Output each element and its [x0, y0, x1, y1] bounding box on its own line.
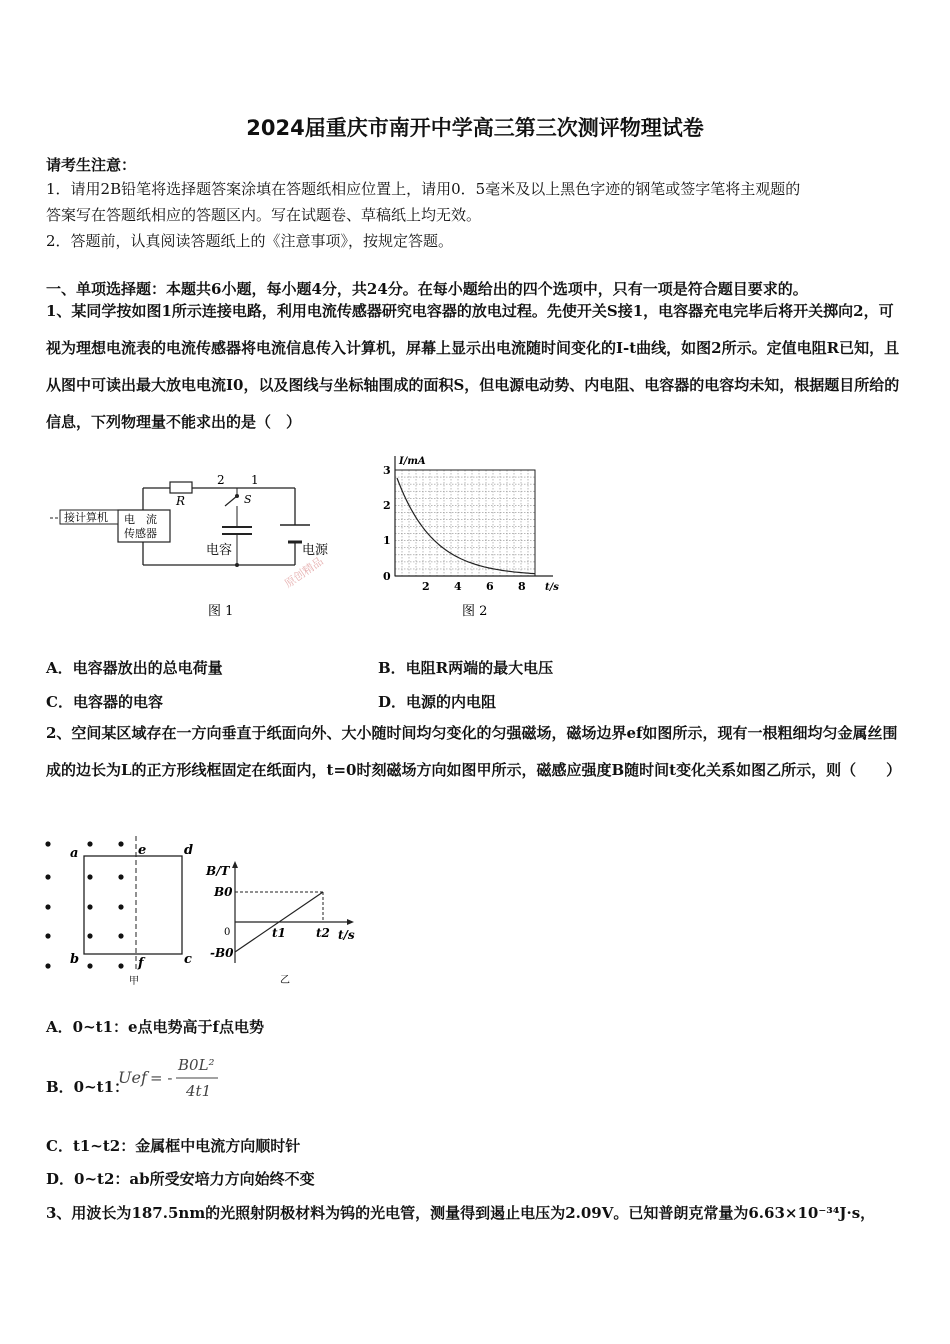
field-dot — [87, 933, 92, 938]
field-dot — [87, 874, 92, 879]
square-frame — [84, 856, 182, 954]
x-axis-label: t/s — [545, 582, 559, 593]
figure-1-caption: 图 1 — [208, 604, 234, 619]
figure-1-circuit — [40, 470, 360, 625]
notice-line-2: 2．答题前，认真阅读答题纸上的《注意事项》，按规定答题。 — [46, 232, 454, 250]
figure-yi-caption: 乙 — [280, 975, 290, 986]
switch-label: S — [244, 493, 252, 506]
x-tick-4: 4 — [454, 580, 462, 593]
q2-option-b-formula — [112, 1050, 232, 1108]
discharge-curve — [397, 478, 535, 574]
x-tick-6: 6 — [486, 580, 494, 593]
figure-2-it-graph — [375, 452, 575, 627]
label-a: a — [70, 846, 79, 861]
resistor-label: R — [176, 494, 186, 508]
bt-t2: t2 — [316, 926, 330, 940]
switch-pos-2: 2 — [217, 473, 225, 487]
field-dot — [87, 904, 92, 909]
q1-stem: 1、某同学按如图1所示连接电路，利用电流传感器研究电容器的放电过程。先使开关S接1，电容器充电完毕后将开关掷向2，可视为理想电流表的电流传感器将电流信息传入计算机，屏幕上显示出电流随时间变化的I-t曲线，如图2所示。定值电阻R已知，且从图中可读出最大放电电流I0，以及图线与坐标轴围成的面积S，但电源电动势、内电阻、电容器的电容均未知，根据题目所给的信息，下列物理量不能求出的是（ ） — [46, 302, 900, 431]
q1-option-a[interactable]: A．电容器放出的总电荷量 — [46, 659, 223, 677]
bt-b0: B0 — [214, 885, 233, 899]
q2-option-d[interactable]: D．0~t2：ab所受安培力方向始终不变 — [46, 1170, 315, 1188]
switch-pos-1: 1 — [251, 473, 259, 487]
label-d: d — [184, 843, 194, 858]
field-dot — [118, 904, 123, 909]
section-heading: 一、单项选择题：本题共6小题，每小题4分，共24分。在每小题给出的四个选项中，只有一项是符合题目要求的。 — [46, 280, 808, 298]
y-axis-label: I/mA — [399, 456, 426, 467]
q2-option-b[interactable]: B．0~t1： — [46, 1078, 130, 1096]
computer-label: 接计算机 — [64, 511, 108, 524]
field-dot — [87, 841, 92, 846]
q3-stem: 3、用波长为187.5nm的光照射阴极材料为钨的光电管，测量得到遏止电压为2.09V。已知普朗克常量为6.63×10⁻³⁴J·s， — [46, 1204, 876, 1222]
field-dot — [118, 874, 123, 879]
field-dot — [45, 963, 50, 968]
figure-2-caption: 图 2 — [462, 604, 488, 619]
label-e: e — [138, 843, 147, 858]
field-dot — [118, 933, 123, 938]
field-dot — [87, 963, 92, 968]
formula-denominator: 4t1 — [186, 1082, 212, 1100]
y-tick-3: 3 — [383, 464, 391, 477]
notice-heading: 请考生注意： — [46, 156, 137, 174]
label-b: b — [70, 952, 80, 967]
sensor-label-1: 电 流 — [124, 513, 157, 526]
field-dot — [45, 874, 50, 879]
sensor-label-2: 传感器 — [124, 527, 157, 540]
page-title: 2024届重庆市南开中学高三第三次测评物理试卷 — [246, 116, 704, 140]
figure-frame-jia — [38, 832, 208, 992]
field-dot — [45, 933, 50, 938]
y-tick-2: 2 — [383, 499, 391, 512]
x-tick-2: 2 — [422, 580, 430, 593]
capacitor-label: 电容 — [206, 543, 233, 558]
resistor-r — [170, 482, 192, 493]
bt-t1: t1 — [272, 926, 286, 940]
y-tick-0: 0 — [383, 570, 391, 583]
q1-option-c[interactable]: C．电容器的电容 — [46, 693, 163, 711]
bt-x-label: t/s — [338, 928, 355, 942]
figure-jia-caption: 甲 — [129, 976, 139, 987]
source-label: 电源 — [302, 543, 329, 558]
notice-line-1b: 答案写在答题纸相应的答题区内。写在试题卷、草稿纸上均无效。 — [46, 206, 482, 224]
watermark: 原创精品 — [282, 554, 326, 591]
label-c: c — [184, 952, 192, 967]
bt-zero: 0 — [224, 927, 231, 938]
q2-option-c[interactable]: C．t1~t2：金属框中电流方向顺时针 — [46, 1137, 301, 1155]
q1-option-d[interactable]: D．电源的内电阻 — [378, 693, 497, 711]
notice-line-1a: 1．请用2B铅笔将选择题答案涂填在答题纸相应位置上，请用0．5毫米及以上黑色字迹的钢笔或签字笔将主观题的 — [46, 180, 801, 198]
field-dot — [45, 904, 50, 909]
bt-neg-b0: -B0 — [210, 946, 234, 960]
switch-s — [225, 496, 237, 506]
bt-y-label: B/T — [206, 864, 230, 878]
figure-bt-graph — [200, 855, 365, 990]
x-tick-8: 8 — [518, 580, 526, 593]
field-dot — [118, 963, 123, 968]
formula-numerator: B0L² — [178, 1056, 215, 1074]
formula-lhs: Uef — [118, 1068, 147, 1087]
q2-option-a[interactable]: A．0~t1：e点电势高于f点电势 — [46, 1018, 265, 1036]
q2-stem: 2、空间某区域存在一方向垂直于纸面向外、大小随时间均匀变化的匀强磁场，磁场边界ef如图所示，现有一根粗细均匀金属丝围成的边长为L的正方形线框固定在纸面内，t=0时刻磁场方向如图甲所示，磁感应强度B随时间t变化关系如图乙所示，则（ ） — [46, 724, 902, 779]
y-tick-1: 1 — [383, 534, 391, 547]
field-dot — [45, 841, 50, 846]
svg-text:= -: = - — [150, 1069, 173, 1087]
q1-option-b[interactable]: B．电阻R两端的最大电压 — [378, 659, 554, 677]
field-dot — [118, 841, 123, 846]
label-f: f — [138, 956, 144, 971]
